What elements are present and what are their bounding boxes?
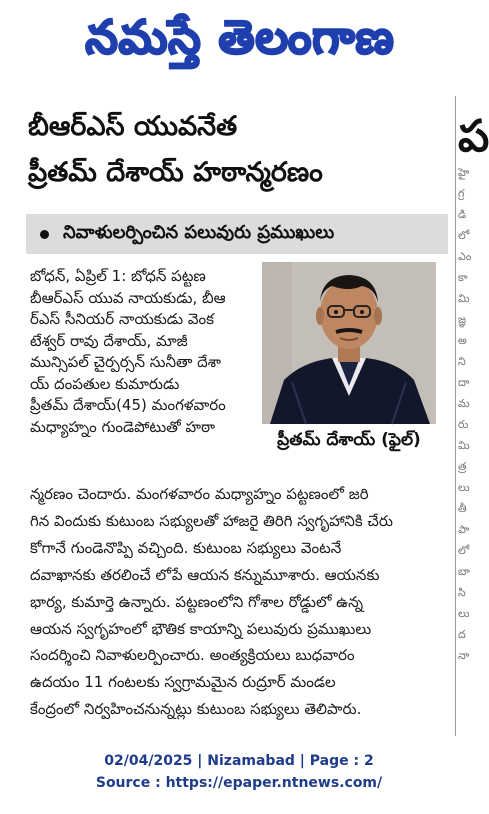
adjacent-text-fragment: గ్ర bbox=[458, 187, 465, 200]
adjacent-text-fragment: మ bbox=[458, 397, 470, 410]
adjacent-text-fragment: మి bbox=[458, 439, 470, 452]
adjacent-text-fragment: ని bbox=[458, 355, 466, 368]
adjacent-text-fragment: తీ bbox=[458, 502, 467, 515]
subhead-text: నివాళులర్పించిన పలువురు ప్రముఖులు bbox=[63, 221, 335, 243]
article-body-wide bbox=[30, 481, 450, 723]
body-line: కోగానే గుండెనొప్పి వచ్చింది. కుటుంబ సభ్యులు వెంటనే bbox=[30, 538, 342, 557]
body-line: య్ దంపతుల కుమారుడు bbox=[30, 374, 180, 393]
adjacent-text-fragment: జ్ఞ bbox=[458, 313, 467, 326]
article-body-narrow bbox=[30, 266, 256, 438]
adjacent-headline-fragment: ప bbox=[458, 111, 489, 162]
article-subhead bbox=[26, 214, 448, 254]
headline-line: బీఆర్ఎస్ యువనేత bbox=[28, 111, 238, 142]
adjacent-text-fragment: ఎం bbox=[458, 250, 472, 263]
body-line: ఆయన స్వగృహంలో భౌతిక కాయాన్ని పలువురు ప్రముఖులు bbox=[30, 619, 372, 638]
body-line: భార్య, కుమార్తె ఉన్నారు. పట్టణంలోని గోశాల రోడ్డులో ఉన్న bbox=[30, 592, 364, 611]
adjacent-text-fragment: బా bbox=[458, 565, 470, 578]
body-line: మధ్యాహ్నం గుండెపోటుతో హఠా bbox=[30, 417, 216, 436]
adjacent-text-fragment: సి bbox=[458, 586, 466, 599]
body-line: బీఆర్ఎస్ యువ నాయకుడు, బీఆ bbox=[30, 288, 226, 307]
adjacent-text-fragment: త్ర bbox=[458, 460, 467, 473]
adjacent-text-fragment: దా bbox=[458, 376, 470, 389]
body-line: టేశ్వర్ రావు దేశాయ్, మాజీ bbox=[30, 331, 188, 350]
masthead-title: నమస్తే తెలంగాణ bbox=[85, 10, 395, 64]
body-line: ర్ఎస్ సీనియర్ నాయకుడు వెంక bbox=[30, 310, 214, 328]
adjacent-text-fragment: లో bbox=[458, 229, 470, 242]
adjacent-text-fragment: లో bbox=[458, 544, 470, 557]
adjacent-text-fragment: లు bbox=[458, 481, 470, 494]
adjacent-text-fragment: హై bbox=[458, 166, 470, 179]
body-line: గిన విందుకు కుటుంబ సభ్యులతో హాజరై తిరిగి స్వగృహానికి చేరు bbox=[30, 511, 393, 530]
adjacent-text-fragment: రు bbox=[458, 418, 469, 431]
masthead bbox=[0, 0, 478, 86]
bullet-icon bbox=[40, 230, 49, 239]
body-line: కేంద్రంలో నిర్వహించనున్నట్లు కుటుంబ సభ్యులు తెలిపారు. bbox=[30, 700, 362, 719]
body-line: మున్సిపల్ చైర్పర్సన్ సునీతా దేశా bbox=[30, 353, 221, 371]
adjacent-text-fragment: డి bbox=[458, 208, 467, 221]
body-line: న్మరణం చెందారు. మంగళవారం మధ్యాహ్నం పట్టణంలో జరి bbox=[30, 485, 369, 503]
body-line: ఉదయం 11 గంటలకు స్వగ్రామమైన రుద్రూర్ మండల bbox=[30, 673, 336, 692]
adjacent-text-fragment: నా bbox=[458, 649, 470, 662]
portrait-photo bbox=[262, 262, 436, 424]
adjacent-text-fragment: లు bbox=[458, 607, 470, 620]
adjacent-text-fragment: కా bbox=[458, 271, 468, 284]
article-headline bbox=[28, 104, 448, 196]
column-divider bbox=[455, 96, 456, 736]
body-line: సందర్శించి నివాళులర్పించారు. అంత్యక్రియలు బుధవారం bbox=[30, 646, 355, 665]
headline-line: ప్రీతమ్ దేశాయ్ హఠాన్మరణం bbox=[28, 157, 323, 188]
adjacent-text-fragment: ద bbox=[458, 628, 466, 641]
adjacent-text-fragment: మి bbox=[458, 292, 470, 305]
photo-caption: ప్రీతమ్ దేశాయ్ (ఫైల్) bbox=[277, 430, 421, 450]
body-line: దవాఖానకు తరలించే లోపే ఆయన కన్నుమూశారు. ఆయనకు bbox=[30, 565, 380, 584]
body-line: ప్రీతమ్ దేశాయ్(45) మంగళవారం bbox=[30, 396, 226, 414]
adjacent-text-fragment: అ bbox=[458, 334, 467, 347]
body-line: బోధన్, ఏప్రిల్ 1: బోధన్ పట్టణ bbox=[30, 267, 206, 285]
footer-date-edition: 02/04/2025 | Nizamabad | Page : 2 bbox=[104, 753, 374, 769]
footer-source: Source : https://epaper.ntnews.com/ bbox=[95, 775, 383, 791]
page-footer bbox=[0, 750, 478, 794]
portrait-illustration bbox=[262, 262, 436, 424]
adjacent-column-fragment bbox=[458, 111, 489, 732]
adjacent-text-fragment: పా bbox=[458, 523, 470, 536]
